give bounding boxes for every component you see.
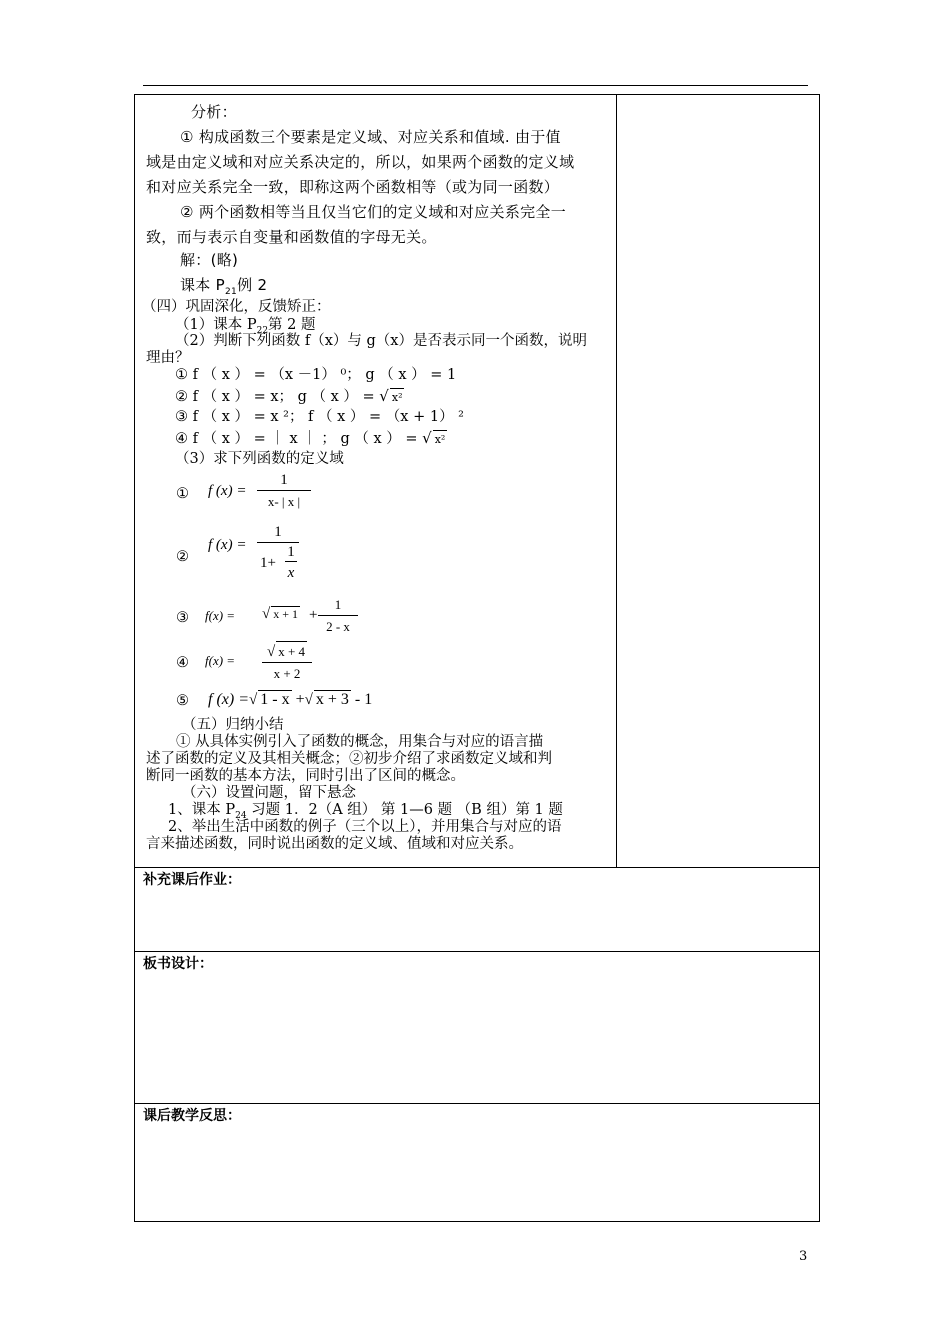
summary-line: 述了函数的定义及其相关概念；②初步介绍了求函数定义域和判 — [146, 751, 552, 767]
table-column-divider — [616, 94, 617, 867]
formula-root: √ x + 1 — [262, 606, 299, 622]
analysis-line: 域是由定义域和对应关系决定的，所以，如果两个函数的定义域 — [146, 153, 575, 171]
textbook-ref: 课本 $P_{21}$例 2 — [180, 276, 268, 297]
formula-lhs: f(x) = — [205, 653, 236, 668]
exercise-line: （1）课本 $P_{22}$第 2 题 — [175, 317, 316, 336]
formula-fraction: $\frac{1}{x- | x |}$ — [257, 470, 311, 513]
exercise-line: 理由？ — [146, 350, 190, 366]
exercise-line: （2）判断下列函数 f（x）与 g（x）是否表示同一个函数，说明 — [175, 333, 587, 349]
homework-line: 2、举出生活中函数的例子（三个以上），并用集合与对应的语 — [168, 819, 562, 835]
section-heading: （五）归纳小结 — [182, 717, 284, 733]
table-row-divider — [134, 1103, 820, 1104]
analysis-line: 和对应关系完全一致，即称这两个函数相等（或为同一函数） — [146, 178, 560, 196]
item-marker: ① — [176, 486, 189, 502]
function-pair: ② f （ x ） = x； g （ x ） = √ x² — [175, 387, 403, 405]
section-heading: （四）巩固深化，反馈矫正： — [142, 299, 331, 315]
table-row-divider — [134, 951, 820, 952]
section-heading: （六）设置问题，留下悬念 — [182, 785, 356, 801]
analysis-heading: 分析： — [191, 103, 237, 121]
formula-fraction: $\frac{√ x + 4}{x + 2}$ — [262, 641, 312, 685]
analysis-line: ② 两个函数相等当且仅当它们的定义域和对应关系完全一 — [180, 203, 567, 221]
summary-line: 断同一函数的基本方法，同时引出了区间的概念。 — [146, 768, 465, 784]
item-marker: ④ — [176, 655, 189, 671]
teaching-reflection-label: 课后教学反思： — [143, 1108, 241, 1124]
exercise-line: （3）求下列函数的定义域 — [175, 451, 344, 467]
supplementary-homework-label: 补充课后作业： — [143, 872, 241, 888]
function-pair: ③ f （ x ） = x ²； f （ x ） = （x + 1） ² — [175, 409, 464, 425]
header-rule — [143, 85, 808, 86]
formula-expression: f (x) =√ 1 - x +√ x + 3 - 1 — [208, 691, 373, 708]
formula-fraction: 1 1+ 1 x — [257, 522, 299, 587]
analysis-line: ① 构成函数三个要素是定义域、对应关系和值域. 由于值 — [180, 128, 561, 146]
solution-line: 解：(略) — [180, 251, 239, 269]
function-pair: ④ f （ x ） = ｜ x ｜ ； g （ x ） = √ x² — [175, 429, 446, 447]
summary-line: ① 从具体实例引入了函数的概念，用集合与对应的语言描 — [176, 734, 544, 750]
function-pair: ① f （ x ） = （x －1） ⁰； g （ x ） = 1 — [175, 367, 457, 383]
analysis-line: 致，而与表示自变量和函数值的字母无关。 — [146, 228, 437, 246]
item-marker: ② — [176, 549, 189, 565]
item-marker: ⑤ — [176, 693, 189, 709]
board-design-label: 板书设计： — [143, 956, 213, 972]
page-number: 3 — [799, 1249, 808, 1264]
formula-operator: + — [309, 607, 318, 623]
homework-line: 1、课本 $P_{24}$ 习题 1．2（A 组） 第 1—6 题 （B 组）第 1 题 — [168, 802, 563, 821]
homework-line: 言来描述函数，同时说出函数的定义域、值域和对应关系。 — [146, 836, 523, 852]
formula-fraction: $\frac{1}{2 - x}$ — [318, 595, 358, 638]
item-marker: ③ — [176, 610, 189, 626]
formula-lhs: f (x) = — [208, 537, 247, 553]
formula-lhs: f(x) = — [205, 608, 236, 623]
table-row-divider — [134, 867, 820, 868]
formula-lhs: f (x) = — [208, 483, 247, 499]
